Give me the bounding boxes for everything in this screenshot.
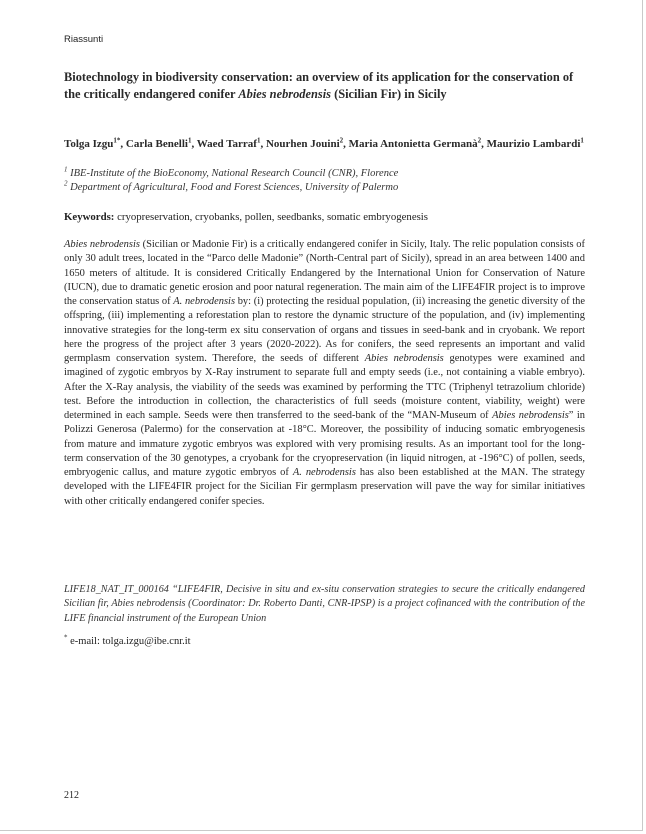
keywords-label: Keywords: xyxy=(64,211,115,223)
species-name: Abies nebrodensis xyxy=(364,353,444,364)
author: Waed Tarraf$^1$, xyxy=(196,136,266,150)
species-name: A. nebrodensis xyxy=(173,296,236,307)
author: Tolga Izgu$^{1*}$, xyxy=(64,136,126,150)
section-label: Riassunti xyxy=(64,34,104,45)
abstract-segment: genotypes were examined and imagined of zygotic embryos by X-Ray instrument to separate full and empty seeds (i.e., not containing a viable embryo). After the X-Ray analysis, the viability of the seeds was examined by performing the TTC (Triphenyl tetrazolium chloride) test. Before the introduction in collection, the characteristics of full seeds (moisture content, viability, weight) were determined in each sample. Seeds were then transferred to the seed-bank of the “MAN-Museum of xyxy=(64,353,586,421)
keywords-text: cryopreservation, cryobanks, pollen, seedbanks, somatic embryogenesis xyxy=(114,211,429,223)
abstract-segment: ” in Polizzi Generosa (Palermo) for the conservation at -18°C. Moreover, the possibility of inducing somatic embryogenesis from mature and immature zygotic embryos was explored with very promising results. As an important tool for the long-term conservation of the 30 genotypes, a cryobank for the cryopreservation (in liquid nitrogen, at -196°C) of pollen, seeds, embryogenic callus, and mature zygotic embryos of xyxy=(64,410,585,478)
title-text-end: (Sicilian Fir) in Sicily xyxy=(330,87,447,101)
species-name: Abies nebrodensis xyxy=(64,239,140,250)
page-number: 212 xyxy=(64,790,79,801)
abstract-text xyxy=(64,238,585,509)
abstract-segment: by: (i) protecting the residual population, (ii) increasing the genetic diversity of the offspring, (iii) implementing a reforestation plan to restore the dynamic structure of the population, and (iv) implementing innovative strategies for the long-term ex situ conservation of organs and tissues in seed-bank and in cryobank. We report here the progress of the project after 3 years (2020-2022). As for conifers, the seed represents an important and valid germplasm conservation system. Therefore, the seeds of different xyxy=(64,296,585,364)
abstract-segment: has also been established at the MAN. The strategy developed with the LIFE4FIR project for the Sicilian Fir germplasm preservation will pave the way for similar initiatives with other critically endangered conifer species. xyxy=(64,467,586,507)
corresponding-email: * e-mail: tolga.izgu@ibe.cnr.it xyxy=(64,633,191,647)
author: Nourhen Jouini$^2$, xyxy=(265,136,349,150)
author-list xyxy=(64,136,584,152)
species-name: A. nebrodensis xyxy=(292,467,356,478)
article-title xyxy=(64,69,584,103)
funding-note: LIFE18_NAT_IT_000164 “LIFE4FIR, Decisive in situ and ex-situ conservation strategies to secure the critically endangered Sicilian fir, Abies nebrodensis (Coordinator: Dr. Roberto Danti, CNR-IPSP) is a project cofinanced with the contribution of the LIFE financial instrument of the European Union xyxy=(64,584,585,624)
affiliation: $^2$ Department of Agricultural, Food and Forest Sciences, University of Palermo xyxy=(64,179,399,193)
species-name: Abies nebrodensis xyxy=(492,410,569,421)
title-species: Abies nebrodensis xyxy=(238,87,331,101)
keywords xyxy=(64,210,584,224)
abstract-segment: (Sicilian or Madonie Fir) is a critically endangered conifer in Sicily, Italy. The relic population consists of only 30 adult trees, located in the “Parco delle Madonie” (North-Central part of Sicily), spread in an area between 1400 and 1650 meters of altitude. It is considered Critically Endangered by the International Union for Conservation of Nature (IUCN), due to dramatic genetic erosion and poor natural regeneration. The main aim of the LIFE4FIR project is to improve the conservation status of xyxy=(64,239,585,307)
title-text-start: Biotechnology in biodiversity conservation: an overview of its application for the conservation of the critically endangered conifer xyxy=(64,70,574,101)
author: Carla Benelli$^1$, xyxy=(125,136,197,150)
author: Maurizio Lambardi$^1$ xyxy=(486,136,584,150)
author: Maria Antonietta Germanà$^2$, xyxy=(348,136,487,150)
affiliation: $^1$ IBE-Institute of the BioEconomy, National Research Council (CNR), Florence xyxy=(64,165,399,179)
